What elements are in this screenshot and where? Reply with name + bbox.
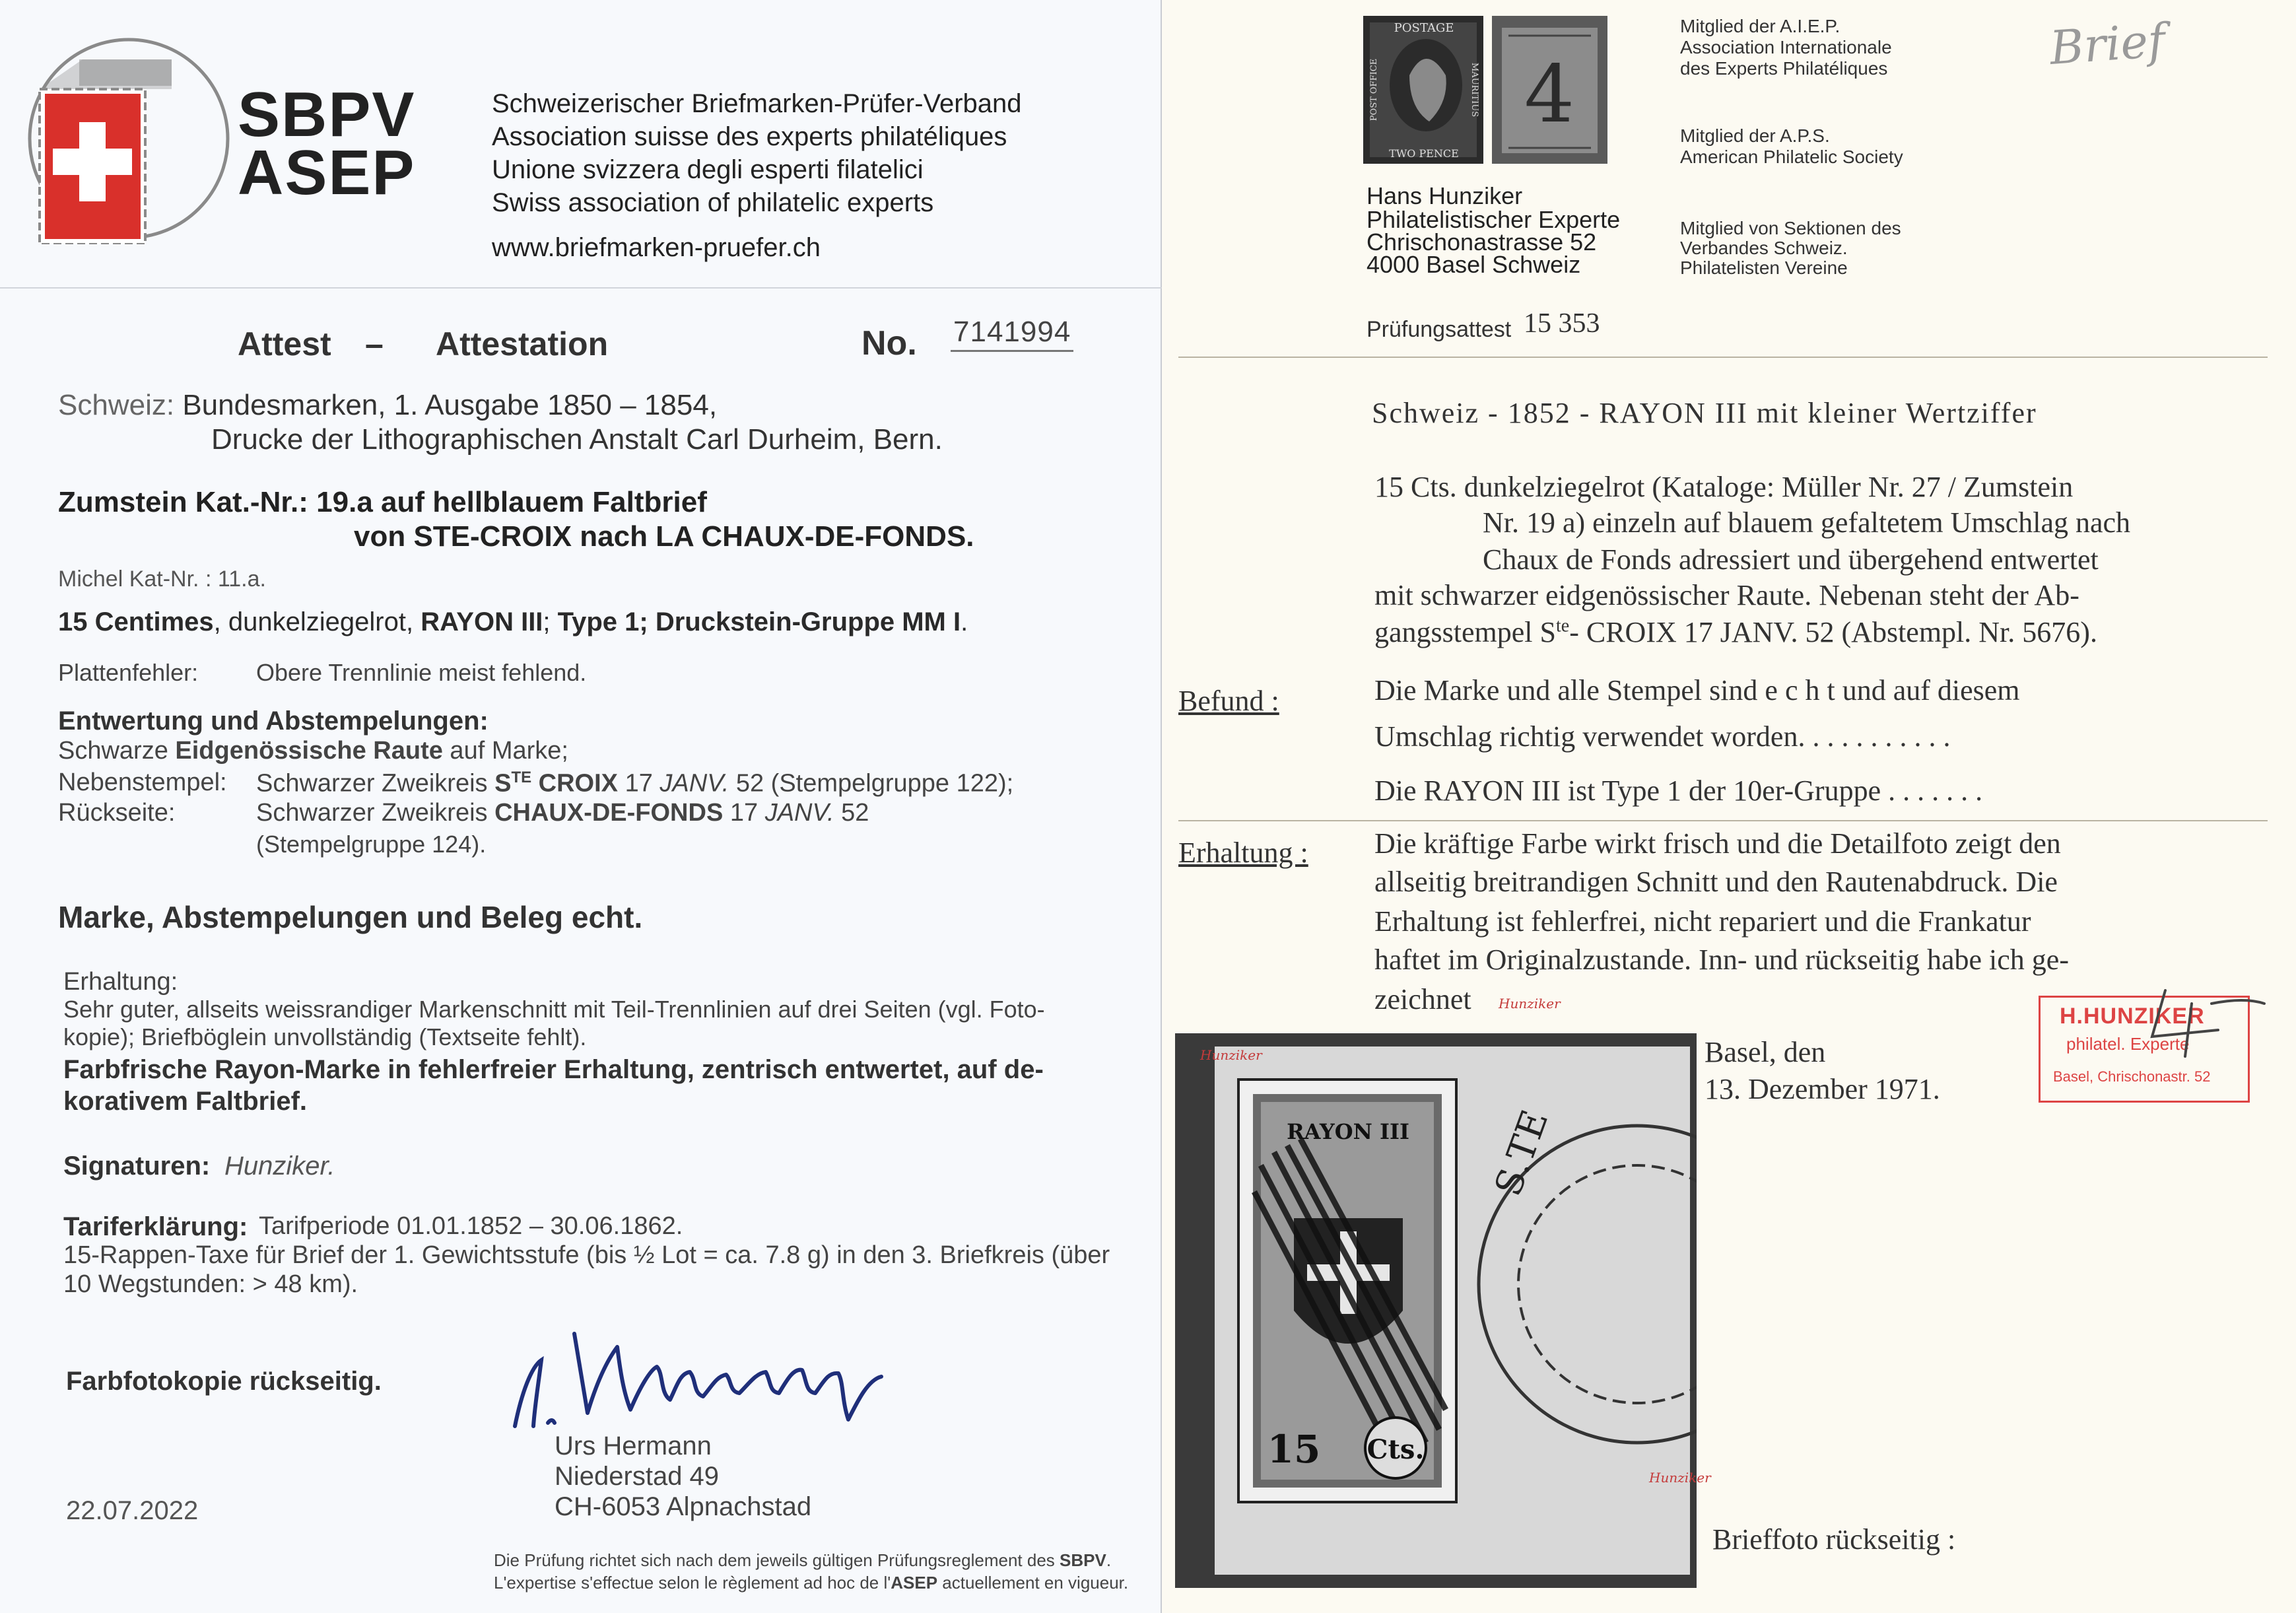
rueck-pre: Schwarzer Zweikreis	[256, 799, 495, 827]
certificate-number: 7141994	[951, 316, 1073, 352]
neben-date-it: JANV.	[659, 769, 729, 798]
stamp-type-line	[58, 607, 968, 637]
aiep-line-2: Association Internationale	[1680, 37, 1892, 57]
schweiz-value: Bundesmarken, 1. Ausgabe 1850 – 1854,	[182, 389, 718, 421]
aiep-line-3: des Experts Philatéliques	[1680, 58, 1888, 79]
pencil-note: Brief	[2048, 13, 2167, 75]
examiner-street: Niederstad 49	[555, 1462, 720, 1491]
type-separator: ;	[543, 607, 558, 636]
erhaltung-line-5: zeichnet	[1374, 983, 1471, 1015]
desc5-pre: gangsstempel S	[1374, 616, 1556, 648]
zumstein-line	[58, 485, 707, 520]
rueck-date-pre: 17	[723, 799, 765, 827]
description-line-2: Nr. 19 a) einzeln auf blauem gefaltetem Umschlag nach	[1483, 506, 2131, 539]
detail-stamp-currency: Cts.	[1367, 1434, 1425, 1465]
befund-line-2: Umschlag richtig verwendet worden. . . . . . . . . . .	[1374, 720, 1951, 753]
brieffoto-note: Brieffoto rückseitig :	[1712, 1523, 1956, 1556]
rayon-value: RAYON III	[421, 607, 543, 636]
signaturen-label: Signaturen:	[63, 1151, 211, 1181]
wordmark-asep: ASEP	[238, 137, 416, 208]
rueckseite-label: Rückseite:	[58, 799, 176, 827]
description-line-1: 15 Cts. dunkelziegelrot (Kataloge: Müller Nr. 27 / Zumstein	[1374, 471, 2074, 503]
aps-line-2: American Philatelic Society	[1680, 147, 1903, 167]
vsp-line-3: Philatelisten Vereine	[1680, 257, 1848, 278]
detail-stamp-value: 15	[1267, 1427, 1321, 1472]
description-line-5	[1374, 615, 2097, 649]
date-line: 13. Dezember 1971.	[1705, 1073, 1940, 1105]
schweiz-label: Schweiz:	[58, 389, 175, 421]
nebenstempel-label: Nebenstempel:	[58, 769, 227, 796]
detail-rayon-label: RAYON III	[1287, 1119, 1409, 1144]
sbpv-logo-icon	[13, 20, 231, 244]
route-text: von STE-CROIX nach LA CHAUX-DE-FONDS.	[354, 520, 974, 553]
expert-name: Hans Hunziker	[1367, 182, 1523, 209]
vsp-line-1: Mitglied von Sektionen des	[1680, 218, 1901, 238]
tarif-line-2: 15-Rappen-Taxe für Brief der 1. Gewichtsstufe (bis ½ Lot = ca. 7.8 g) in den 3. Briefkreis (über	[63, 1241, 1110, 1269]
aps-line-1: Mitglied der A.P.S.	[1680, 125, 1830, 146]
number-label: No.	[861, 324, 917, 362]
zumstein-label: Zumstein Kat.-Nr.:	[58, 486, 308, 518]
michel-line: Michel Kat-Nr. : 11.a.	[58, 566, 266, 592]
header-divider	[0, 287, 1162, 289]
attestation-title: Attestation	[436, 326, 609, 362]
aiep-line-1: Mitglied der A.I.E.P.	[1680, 16, 1840, 36]
zumstein-value: 19.a auf hellblauem Faltbrief	[316, 486, 707, 518]
stamp1-left-text: POST OFFICE	[1369, 58, 1379, 121]
footer-de-post: .	[1106, 1550, 1112, 1570]
footer-de-pre: Die Prüfung richtet sich nach dem jeweils gültigen Prüfungsreglement des	[494, 1550, 1060, 1570]
erhaltung-line-1: Die kräftige Farbe wirkt frisch und die Detailfoto zeigt den	[1374, 827, 2061, 860]
rueck-date-post: 52	[834, 799, 869, 827]
rueckseite-value-2: (Stempelgruppe 124).	[256, 831, 487, 858]
stamp-detail-photo	[1175, 1033, 1697, 1588]
nebenstempel-value	[256, 769, 1013, 798]
footer-fr-post: actuellement en vigueur.	[937, 1573, 1129, 1593]
association-name-de: Schweizerischer Briefmarken-Prüfer-Verband	[492, 89, 1022, 118]
stamp2-value: 4	[1524, 49, 1575, 141]
type-end: .	[961, 607, 968, 636]
signaturen-value: Hunziker.	[224, 1151, 335, 1181]
rueck-place: CHAUX-DE-FONDS	[494, 799, 724, 827]
befund-divider	[1178, 820, 2268, 821]
subject-divider	[1178, 357, 2268, 358]
photo-signature-bottom: Hunziker	[1649, 1470, 1711, 1486]
examiner-name: Urs Hermann	[555, 1431, 712, 1460]
description-line-3: Chaux de Fonds adressiert und übergehend entwertet	[1483, 543, 2099, 576]
neben-date-post: 52 (Stempelgruppe 122);	[729, 769, 1014, 798]
handstamp-title: philatel. Experte	[2066, 1034, 2190, 1054]
erhaltung-text-2: kopie); Briefböglein unvollständig (Textseite fehlt).	[63, 1023, 587, 1050]
expert-title: Philatelistischer Experte	[1367, 206, 1621, 233]
association-name-en: Swiss association of philatelic experts	[492, 188, 934, 217]
handstamp-name: H.HUNZIKER	[2060, 1004, 2205, 1029]
entwertung-heading: Entwertung und Abstempelungen:	[58, 706, 489, 736]
tarif-value: Tarifperiode 01.01.1852 – 30.06.1862.	[259, 1212, 683, 1240]
wordmark-sbpv: SBPV	[238, 79, 416, 150]
place-line: Basel, den	[1705, 1036, 1826, 1068]
neben-place: CROIX	[531, 769, 619, 798]
farbfoto-note: Farbfotokopie rückseitig.	[66, 1367, 382, 1396]
erhaltung-line-2: allseitig breitrandigen Schnitt und den Rautenabdruck. Die	[1374, 866, 2058, 898]
drucke-line: Drucke der Lithographischen Anstalt Carl Durheim, Bern.	[211, 423, 943, 456]
pencil-signature: Hunziker	[1499, 996, 1561, 1012]
pruefungsattest-number: 15 353	[1524, 308, 1600, 339]
neben-date-pre: 17	[618, 769, 660, 798]
entwertung-pre: Schwarze	[58, 737, 176, 765]
tarif-line-3: 10 Wegstunden: > 48 km).	[63, 1270, 358, 1298]
erhaltung-label: Erhaltung:	[63, 968, 178, 996]
erhaltung-text-1: Sehr guter, allseits weissrandiger Markenschnitt mit Teil-Trennlinien auf drei Seiten (vgl. Foto-	[63, 996, 1045, 1023]
website-link[interactable]: www.briefmarken-pruefer.ch	[492, 233, 821, 262]
rueck-date-it: JANV.	[764, 799, 834, 827]
handstamp-address: Basel, Chrischonastr. 52	[2053, 1068, 2211, 1085]
stamp1-top-text: POSTAGE	[1394, 21, 1454, 35]
erhaltung-line-4: haftet im Originalzustande. Inn- und rückseitig habe ich ge-	[1374, 944, 2069, 976]
centimes-value: 15 Centimes	[58, 607, 214, 636]
photo-signature-top: Hunziker	[1200, 1047, 1262, 1063]
route-line	[354, 520, 974, 554]
desc5-sup: te	[1555, 615, 1570, 636]
plattenfehler-value: Obere Trennlinie meist fehlend.	[256, 659, 587, 686]
neben-pre: Schwarzer Zweikreis	[256, 769, 495, 798]
detail-postmark-text: S.TE	[1487, 1105, 1557, 1202]
pruefungsattest-label: Prüfungsattest	[1367, 317, 1512, 342]
association-name-fr: Association suisse des experts philatéliques	[492, 122, 1007, 151]
echt-statement: Marke, Abstempelungen und Beleg echt.	[58, 900, 643, 934]
plattenfehler-label: Plattenfehler:	[58, 659, 199, 686]
attest-title: Attest	[238, 326, 331, 362]
farbfrisch-line-1: Farbfrische Rayon-Marke in fehlerfreier Erhaltung, zentrisch entwertet, auf de-	[63, 1055, 1044, 1084]
stamp-color: , dunkelziegelrot,	[213, 607, 421, 636]
expert-street: Chrischonastrasse 52	[1367, 228, 1597, 256]
footer-fr-pre: L'expertise s'effectue selon le règlement ad hoc de l'	[494, 1573, 891, 1593]
neben-s: S	[494, 769, 512, 798]
subject-line: Schweiz - 1852 - RAYON III mit kleiner Wertziffer	[1372, 397, 2037, 429]
title-dash: –	[365, 326, 384, 362]
entwertung-bold: Eidgenössische Raute	[175, 737, 443, 765]
sbpv-wordmark	[238, 79, 416, 208]
footer-line-de	[494, 1550, 1111, 1571]
entwertung-line	[58, 737, 568, 765]
desc5-post: - CROIX 17 JANV. 52 (Abstempl. Nr. 5676).	[1569, 616, 2097, 648]
entwertung-post: auf Marke;	[442, 737, 568, 765]
type-value: Type 1; Druckstein-Gruppe MM I	[557, 607, 961, 636]
vsp-line-2: Verbandes Schweiz.	[1680, 238, 1848, 258]
expert-city: 4000 Basel Schweiz	[1367, 251, 1581, 278]
association-name-it: Unione svizzera degli esperti filatelici	[492, 155, 924, 184]
letterhead-stamps-icon	[1363, 16, 1607, 164]
examiner-signature	[502, 1294, 911, 1446]
description-line-4: mit schwarzer eidgenössischer Raute. Nebenan steht der Ab-	[1374, 579, 2079, 611]
stamp1-right-text: MAURITIUS	[1469, 62, 1479, 118]
footer-de-bold: SBPV	[1060, 1550, 1106, 1570]
schweiz-line	[58, 388, 717, 423]
erhaltung-label-right: Erhaltung :	[1178, 837, 1308, 869]
befund-label: Befund :	[1178, 685, 1279, 717]
certificate-date: 22.07.2022	[66, 1496, 199, 1525]
tarif-label: Tariferklärung:	[63, 1212, 248, 1241]
neben-sup: TE	[511, 769, 532, 786]
pencil-mark-icon	[2139, 984, 2271, 1063]
stamp1-bottom-text: TWO PENCE	[1389, 147, 1459, 160]
rueckseite-value	[256, 799, 869, 827]
examiner-city: CH-6053 Alpnachstad	[555, 1492, 812, 1521]
farbfrisch-line-2: korativem Faltbrief.	[63, 1087, 308, 1116]
erhaltung-line-3: Erhaltung ist fehlerfrei, nicht repariert und die Frankatur	[1374, 905, 2031, 938]
befund-line-1: Die Marke und alle Stempel sind e c h t und auf diesem	[1374, 674, 2020, 706]
association-names	[492, 87, 1022, 219]
footer-fr-bold: ASEP	[891, 1573, 938, 1593]
befund-line-3: Die RAYON III ist Type 1 der 10er-Gruppe . . . . . . .	[1374, 774, 1983, 807]
footer-line-fr	[494, 1573, 1128, 1593]
